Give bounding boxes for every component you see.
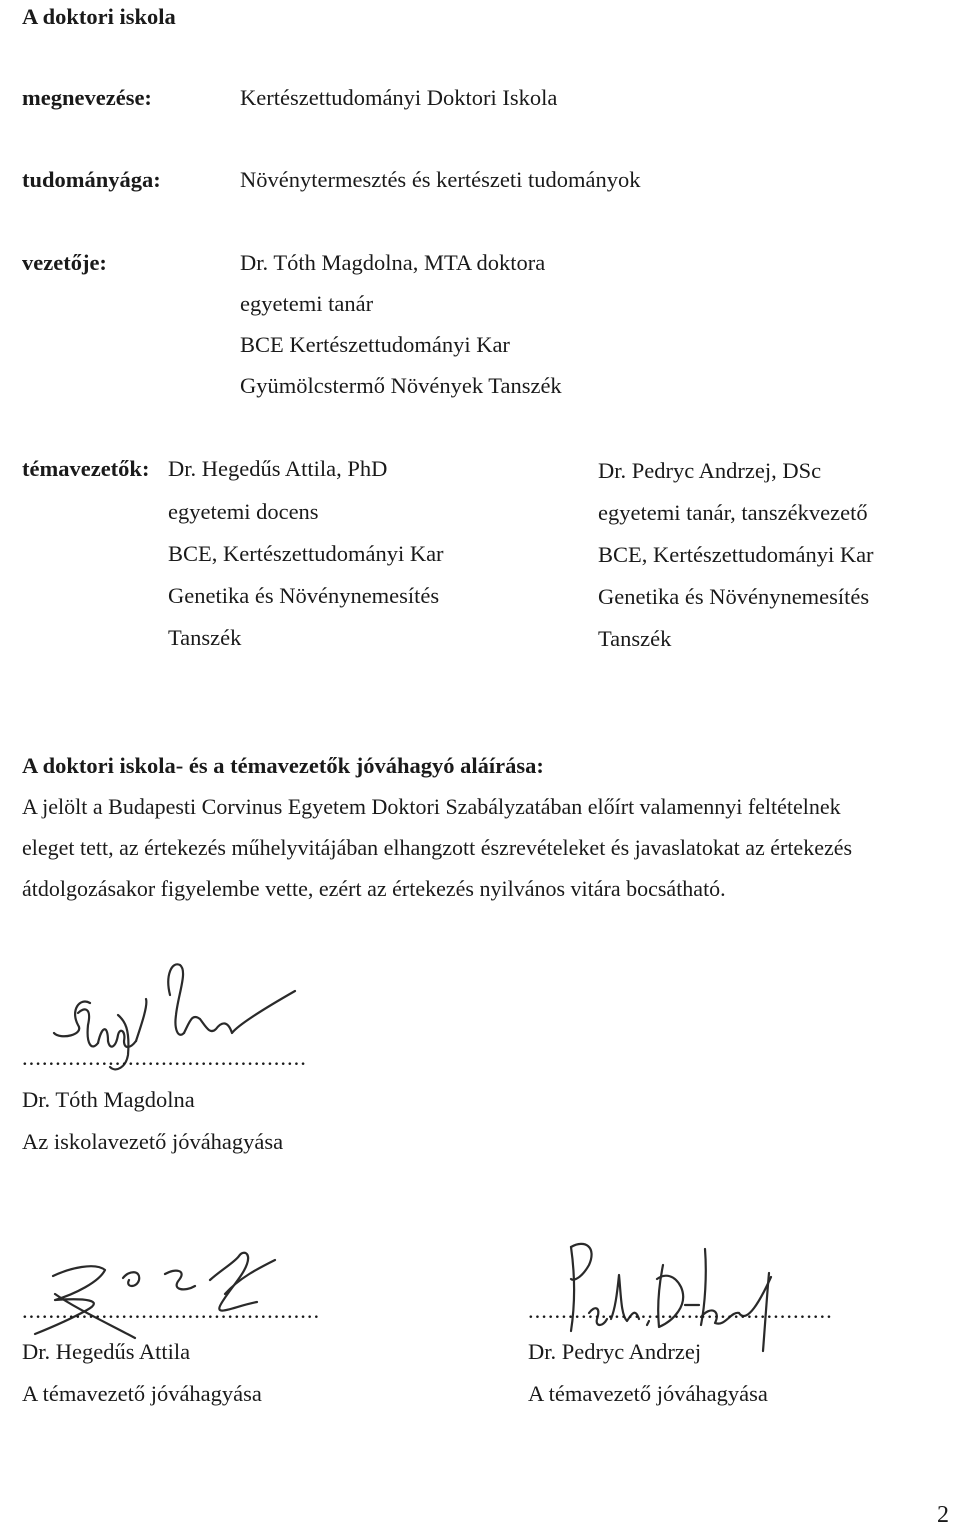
supervisor-2-name: Dr. Pedryc Andrzej [528, 1339, 702, 1364]
page-number: 2 [937, 1502, 949, 1528]
school-name-label: megnevezése: [22, 85, 152, 110]
school-head-line: BCE Kertészettudományi Kar [240, 332, 510, 357]
supervisors-label: témavezetők: [22, 456, 150, 481]
approval-text-line: eleget tett, az értekezés műhelyvitájában elhangzott észrevételeket és javaslatokat az értekezés [22, 835, 853, 860]
approval-text-line: A jelölt a Budapesti Corvinus Egyetem Doktori Szabályzatában előírt valamennyi feltételnek [22, 794, 841, 819]
school-field-label: tudományága: [22, 167, 161, 192]
supervisor-left-line: Tanszék [168, 625, 242, 650]
school-head-signature-line: ........................................... [22, 1045, 307, 1070]
document-title: A doktori iskola [22, 4, 176, 29]
school-head-line: Gyümölcstermő Növények Tanszék [240, 373, 562, 398]
supervisor-right-line: Tanszék [598, 626, 672, 651]
school-field: Növénytermesztés és kertészeti tudományok [240, 167, 641, 192]
supervisor-2-role: A témavezető jóváhagyása [528, 1381, 768, 1406]
school-head-label: vezetője: [22, 250, 107, 275]
supervisor-right-line: egyetemi tanár, tanszékvezető [598, 500, 868, 525]
supervisor-left-line: egyetemi docens [168, 499, 319, 524]
supervisor-right-line: BCE, Kertészettudományi Kar [598, 542, 874, 567]
school-head-line: Dr. Tóth Magdolna, MTA doktora [240, 250, 546, 275]
supervisor-1-name: Dr. Hegedűs Attila [22, 1339, 191, 1364]
approval-text-line: átdolgozásakor figyelembe vette, ezért az értekezés nyilvános vitára bocsátható. [22, 876, 726, 901]
supervisor-1-role: A témavezető jóváhagyása [22, 1381, 262, 1406]
school-name: Kertészettudományi Doktori Iskola [240, 85, 558, 110]
school-head-role: Az iskolavezető jóváhagyása [22, 1129, 284, 1154]
supervisor-left-line: Genetika és Növénynemesítés [168, 583, 440, 608]
supervisor-1-signature-line: ............................................. [22, 1298, 321, 1323]
school-head-line: egyetemi tanár [240, 291, 374, 316]
supervisor-left-line: Dr. Hegedűs Attila, PhD [168, 456, 388, 481]
supervisor-right-line: Dr. Pedryc Andrzej, DSc [598, 458, 822, 483]
school-head-name: Dr. Tóth Magdolna [22, 1087, 195, 1112]
approval-heading: A doktori iskola- és a témavezetők jóváhagyó aláírása: [22, 753, 544, 778]
supervisor-2-signature-line: .............................................. [528, 1298, 833, 1323]
supervisor-right-line: Genetika és Növénynemesítés [598, 584, 870, 609]
supervisor-left-line: BCE, Kertészettudományi Kar [168, 541, 444, 566]
